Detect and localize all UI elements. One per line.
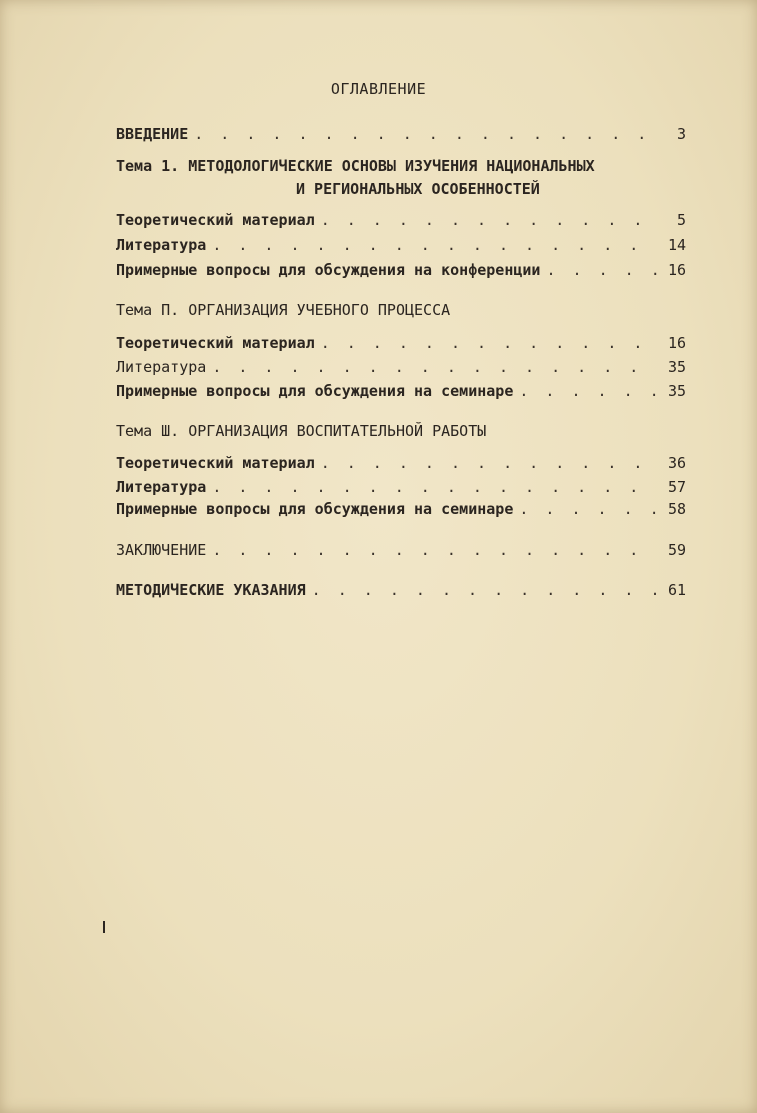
toc-entry-label: Теоретический материал [116, 211, 315, 229]
dot-leader [212, 236, 658, 254]
toc-entry-conclusion [116, 541, 686, 563]
toc-entry-page: 57 [667, 478, 686, 496]
dot-leader [312, 581, 658, 599]
toc-entry-theme1-literature [116, 236, 686, 258]
toc-entry-label: Литература [116, 478, 207, 496]
dot-leader [321, 454, 658, 472]
dot-leader [519, 382, 658, 400]
theme-1-title-continued: И РЕГИОНАЛЬНЫХ ОСОБЕННОСТЕЙ [296, 180, 540, 198]
toc-entry-label: ВВЕДЕНИЕ [116, 125, 189, 143]
dot-leader [212, 478, 658, 496]
toc-entry-page: 16 [667, 261, 686, 279]
toc-entry-label: Литература [116, 236, 207, 254]
toc-entry-intro [116, 125, 686, 147]
toc-entry-theme3-literature [116, 478, 686, 500]
theme-2-title: Тема П. ОРГАНИЗАЦИЯ УЧЕБНОГО ПРОЦЕССА [116, 301, 451, 319]
ink-speck [103, 921, 105, 933]
dot-leader [321, 334, 658, 352]
toc-title: ОГЛАВЛЕНИЕ [330, 80, 427, 98]
toc-entry-page: 35 [667, 358, 686, 376]
toc-entry-theme3-questions [116, 500, 686, 522]
toc-entry-label: Примерные вопросы для обсуждения на семинаре [116, 500, 514, 518]
toc-entry-label: Теоретический материал [116, 454, 315, 472]
toc-entry-theme3-theory [116, 454, 686, 476]
toc-entry-label: Примерные вопросы для обсуждения на семинаре [116, 382, 514, 400]
toc-entry-page: 59 [667, 541, 686, 559]
toc-entry-page: 36 [667, 454, 686, 472]
toc-entry-theme1-questions [116, 261, 686, 283]
toc-entry-label: Примерные вопросы для обсуждения на конференции [116, 261, 541, 279]
toc-entry-page: 35 [667, 382, 686, 400]
toc-entry-theme2-theory [116, 334, 686, 356]
dot-leader [194, 125, 658, 143]
dot-leader [546, 261, 658, 279]
dot-leader [212, 541, 658, 559]
toc-entry-page: 14 [667, 236, 686, 254]
toc-entry-theme1-theory [116, 211, 686, 233]
theme-3-title: Тема Ш. ОРГАНИЗАЦИЯ ВОСПИТАТЕЛЬНОЙ РАБОТЫ [116, 422, 487, 440]
toc-entry-page: 61 [667, 581, 686, 599]
toc-entry-label: ЗАКЛЮЧЕНИЕ [116, 541, 207, 559]
theme-2-heading [116, 299, 686, 322]
theme-1-title: Тема 1. МЕТОДОЛОГИЧЕСКИЕ ОСНОВЫ ИЗУЧЕНИЯ НАЦИОНАЛЬНЫХ [116, 157, 595, 175]
theme-3-heading [116, 420, 686, 443]
theme-1-heading [116, 155, 686, 201]
toc-entry-page: 5 [676, 211, 686, 229]
toc-entry-label: Литература [116, 358, 207, 376]
toc-entry-theme2-questions [116, 382, 686, 404]
dot-leader [212, 358, 658, 376]
toc-entry-page: 3 [676, 125, 686, 143]
toc-entry-page: 58 [667, 500, 686, 518]
toc-entry-guidelines [116, 581, 686, 603]
toc-entry-page: 16 [667, 334, 686, 352]
toc-entry-label: МЕТОДИЧЕСКИЕ УКАЗАНИЯ [116, 581, 306, 599]
dot-leader [519, 500, 658, 518]
toc-entry-label: Теоретический материал [116, 334, 315, 352]
dot-leader [321, 211, 658, 229]
toc-entry-theme2-literature [116, 358, 686, 380]
